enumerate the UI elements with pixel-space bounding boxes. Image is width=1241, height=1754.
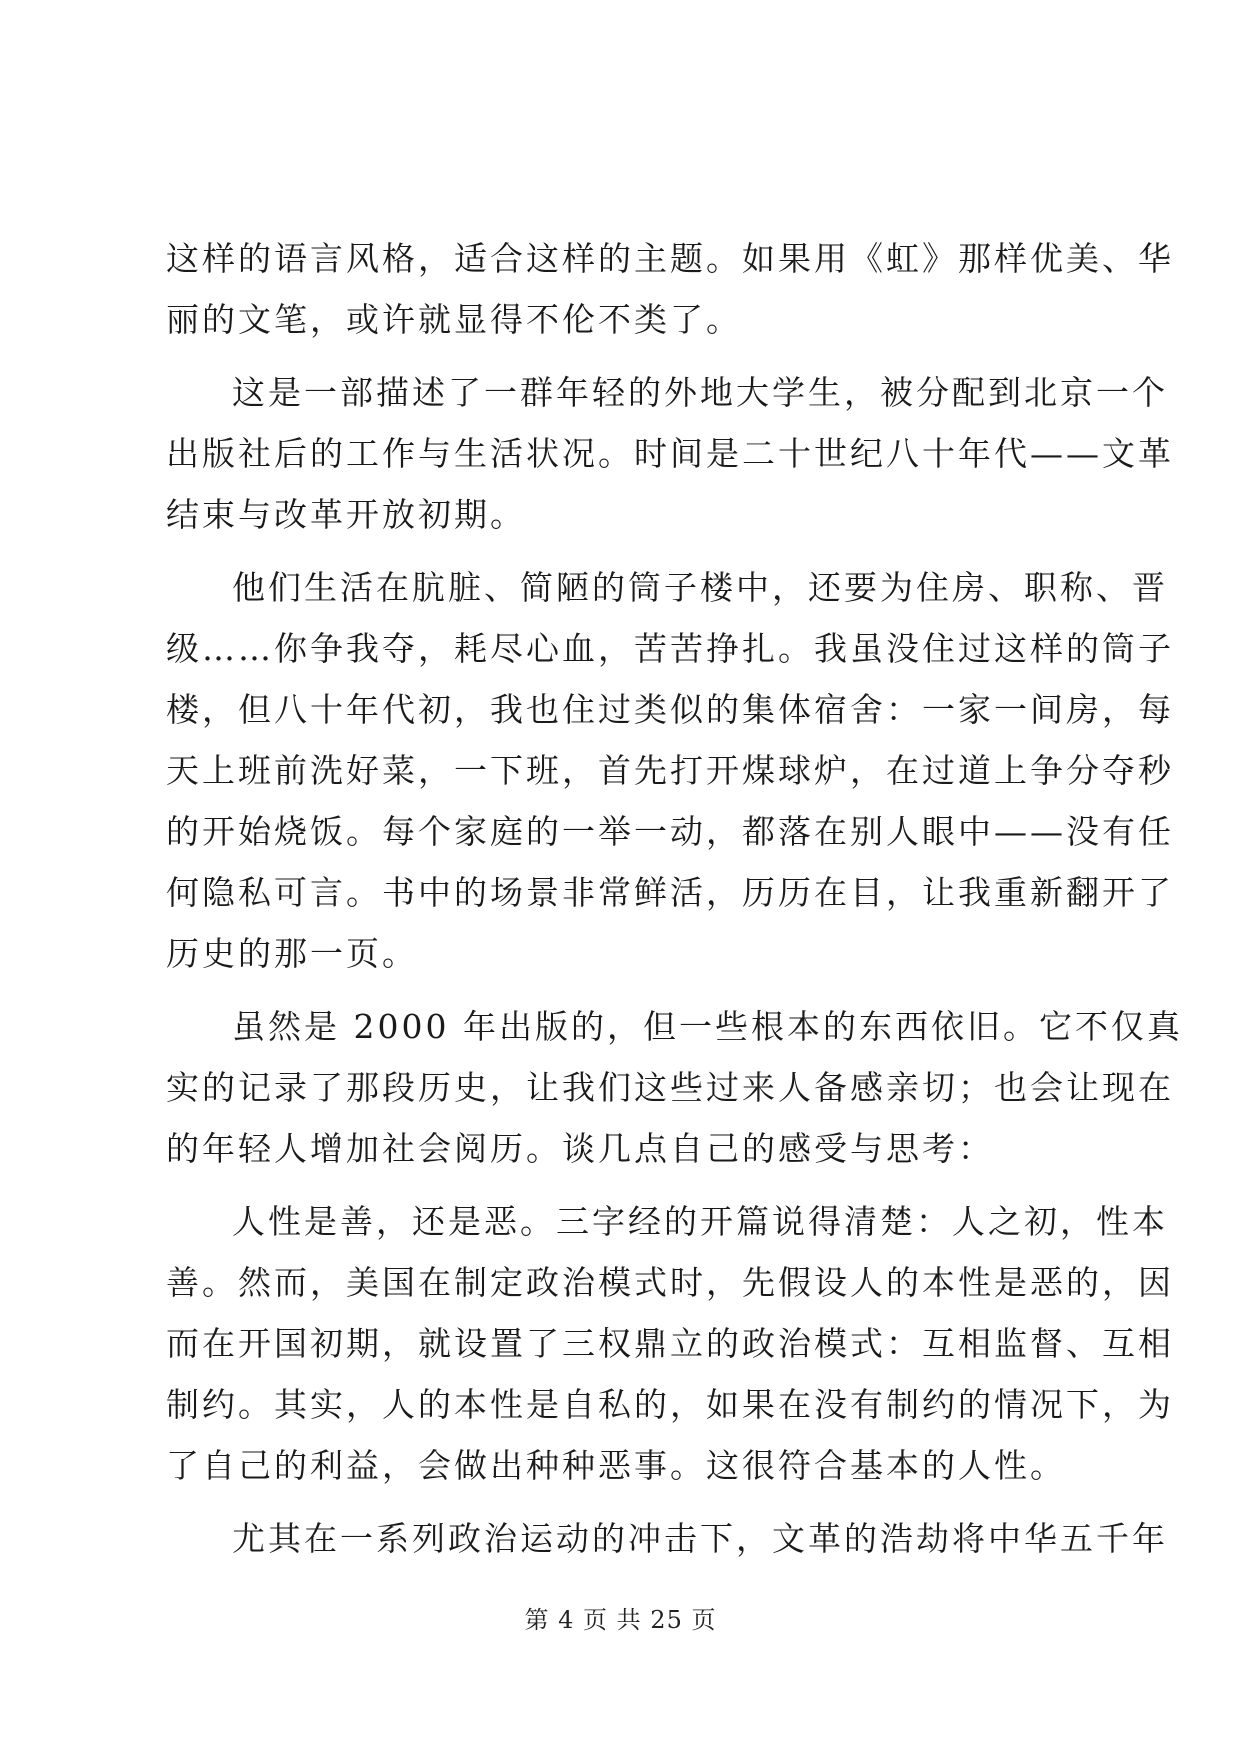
- text-line: 级……你争我夺，耗尽心血，苦苦挣扎。我虽没住过这样的筒子: [166, 629, 1174, 668]
- text-line: 而在开国初期，就设置了三权鼎立的政治模式：互相监督、互相: [166, 1324, 1174, 1363]
- page-number-footer: 第 4 页 共 25 页: [524, 1606, 717, 1634]
- text-line: 天上班前洗好菜，一下班，首先打开煤球炉，在过道上争分夺秒: [166, 751, 1174, 790]
- text-line: 的开始烧饭。每个家庭的一举一动，都落在别人眼中——没有任: [166, 812, 1174, 851]
- paragraph: [166, 1191, 1174, 1496]
- text-line: 虽然是 2000 年出版的，但一些根本的东西依旧。它不仅真: [232, 1007, 1183, 1046]
- text-line: 丽的文笔，或许就显得不伦不类了。: [166, 300, 742, 339]
- text-line: 历史的那一页。: [166, 934, 418, 973]
- paragraph: [166, 996, 1183, 1179]
- document-body: [166, 228, 1183, 1569]
- paragraph: [166, 362, 1174, 545]
- text-line: 这样的语言风格，适合这样的主题。如果用《虹》那样优美、华: [166, 239, 1174, 278]
- text-line: 结束与改革开放初期。: [166, 495, 526, 534]
- text-line: 尤其在一系列政治运动的冲击下，文革的浩劫将中华五千年: [232, 1519, 1168, 1558]
- text-line: 实的记录了那段历史，让我们这些过来人备感亲切；也会让现在: [166, 1068, 1174, 1107]
- paragraph: [166, 1508, 1168, 1569]
- text-line: 善。然而，美国在制定政治模式时，先假设人的本性是恶的，因: [166, 1263, 1174, 1302]
- text-line: 这是一部描述了一群年轻的外地大学生，被分配到北京一个: [232, 373, 1168, 412]
- text-line: 制约。其实，人的本性是自私的，如果在没有制约的情况下，为: [166, 1385, 1174, 1424]
- text-line: 人性是善，还是恶。三字经的开篇说得清楚：人之初，性本: [232, 1202, 1168, 1241]
- paragraph: [166, 557, 1174, 984]
- text-line: 的年轻人增加社会阅历。谈几点自己的感受与思考：: [166, 1129, 994, 1168]
- text-line: 他们生活在肮脏、简陋的筒子楼中，还要为住房、职称、晋: [232, 568, 1168, 607]
- paragraph: [166, 228, 1174, 350]
- text-line: 出版社后的工作与生活状况。时间是二十世纪八十年代——文革: [166, 434, 1174, 473]
- text-line: 楼，但八十年代初，我也住过类似的集体宿舍：一家一间房，每: [166, 690, 1174, 729]
- text-line: 了自己的利益，会做出种种恶事。这很符合基本的人性。: [166, 1446, 1066, 1485]
- text-line: 何隐私可言。书中的场景非常鲜活，历历在目，让我重新翻开了: [166, 873, 1174, 912]
